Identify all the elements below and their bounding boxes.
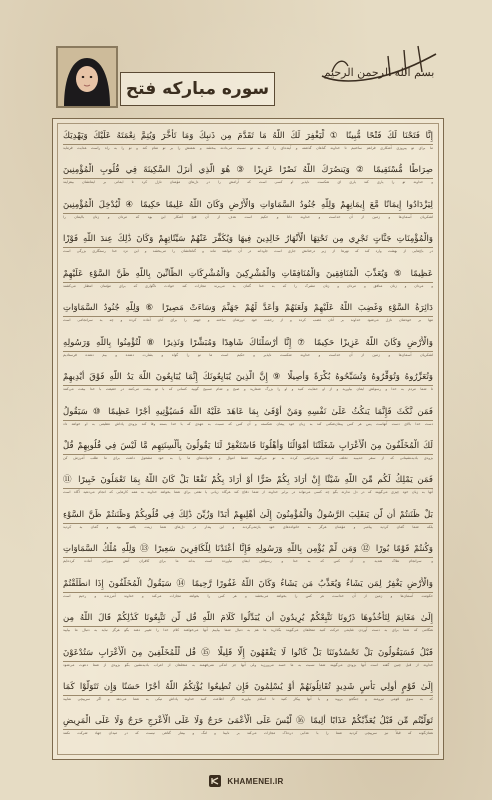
basmala-text: بسم الله الرحمن الرحيم xyxy=(323,66,435,79)
verse-arabic: إِلَىٰ مَغَانِمَ لِتَأْخُذُوهَا ذَرُونَا نَتَّبِعْكُمْ يُرِيدُونَ أَن يُبَدِّلُوا كَلَامَ اللَّهِ قُل لَّن تَتَّبِعُونَا كَذَٰلِكُمْ قَالَ اللَّهُ مِن xyxy=(63,611,433,627)
verse-arabic: إِنَّا فَتَحْنَا لَكَ فَتْحًا مُّبِينًا ① لِّيَغْفِرَ لَكَ اللَّهُ مَا تَقَدَّمَ مِن ذَنبِكَ وَمَا تَأَخَّرَ وَيُتِمَّ نِعْمَتَهُ عَلَيْكَ وَيَهْدِيَكَ xyxy=(63,129,433,145)
verse-row xyxy=(63,473,433,507)
verse-arabic: لَكَ الْمُخَلَّفُونَ مِنَ الْأَعْرَابِ شَغَلَتْنَا أَمْوَالُنَا وَأَهْلُونَا فَاسْتَغْفِرْ لَنَا يَقُولُونَ بِأَلْسِنَتِهِم مَّا لَيْسَ فِي قُلُوبِهِمْ قُلْ xyxy=(63,439,433,455)
verse-translation: خداوند از قبل چنین گفته است آنها بزودی می‌گویند شما نسبت به ما حسد می‌ورزید ولی آنها جز اندکی نمی‌فهمند به متخلفان از اعراب بادیه‌نشین بگو بزودی از شما دعوت می‌شود xyxy=(63,662,433,667)
verse-translation: لشکریان آسمان‌ها و زمین از آن خداست و خداوند دانا و حکیم است هدف از آن فتح آشکار این بود که مردان و زنان باایمان را xyxy=(63,214,433,219)
verse-row xyxy=(63,680,433,714)
verse-translation: بزودی بادیه‌نشینانی که از سفر حدیبیه تخلف کردند عذرتراشی کرده به تو می‌گویند حفظ اموال و خانواده‌های ما را به خود مشغول داشت برای ما طلب آمرزش کن xyxy=(63,455,433,460)
verses-list xyxy=(63,129,433,749)
verse-translation: و مردان و زنان منافق و مردان و زنان مشرک را که به خدا گمان بد می‌برند مجازات کند حوادث ناگواری که برای مؤمنان انتظار می‌کشند xyxy=(63,283,433,288)
verse-arabic: وَالْأَرْضِ وَكَانَ اللَّهُ عَزِيزًا حَكِيمًا ⑦ إِنَّا أَرْسَلْنَاكَ شَاهِدًا وَمُبَشِّرًا وَنَذِيرًا ⑧ لِّتُؤْمِنُوا بِاللَّهِ وَرَسُولِهِ xyxy=(63,336,433,352)
verse-row xyxy=(63,129,433,163)
verse-arabic: بَلْ ظَنَنتُمْ أَن لَّن يَنقَلِبَ الرَّسُولُ وَالْمُؤْمِنُونَ إِلَىٰ أَهْلِيهِمْ أَبَدًا وَزُيِّنَ ذَٰلِكَ فِي قُلُوبِكُمْ وَظَنَنتُمْ ظَنَّ السَّوْءِ xyxy=(63,508,433,524)
verse-row xyxy=(63,198,433,232)
verse-translation: و خداوند تو را یاری کند یاری ای شکست ناپذیر او کسی است که آرامش را در دل‌های مؤمنان نازل کرد تا ایمانی بر ایمانشان بیفزایند xyxy=(63,180,433,185)
khamenei-logo-icon xyxy=(208,774,222,788)
verse-arabic: إِلَىٰ قَوْمٍ أُولِي بَأْسٍ شَدِيدٍ تُقَاتِلُونَهُمْ أَوْ يُسْلِمُونَ فَإِن تُطِيعُوا يُؤْتِكُمُ اللَّهُ أَجْرًا حَسَنًا وَإِن تَتَوَلَّوْا كَمَا xyxy=(63,680,433,696)
verse-row xyxy=(63,714,433,748)
portrait-image xyxy=(56,46,118,108)
verse-translation: تا شما مردم به خدا و رسولش ایمان بیاورید و از او حمایت کنید و او را بزرگ شمارید و صبح و شام تسبیح گویید کسانی که با تو بیعت می‌کنند در حقیقت با خدا بیعت می‌کنند xyxy=(63,387,433,392)
verse-arabic: قَبْلُ فَسَيَقُولُونَ بَلْ تَحْسُدُونَنَا بَلْ كَانُوا لَا يَفْقَهُونَ إِلَّا قَلِيلًا ⑮ قُل لِّلْمُخَلَّفِينَ مِنَ الْأَعْرَابِ سَتُدْعَوْنَ xyxy=(63,646,433,662)
verse-translation: لشکریان آسمان‌ها و زمین از آن خداست و خداوند شکست ناپذیر و حکیم است ما تو را گواه و بشارت دهنده و بیم دهنده فرستادیم xyxy=(63,352,433,357)
verse-arabic: عَظِيمًا ⑤ وَيُعَذِّبَ الْمُنَافِقِينَ وَالْمُنَافِقَاتِ وَالْمُشْرِكِينَ وَالْمُشْرِكَاتِ الظَّانِّينَ بِاللَّهِ ظَنَّ السَّوْءِ عَلَيْهِمْ xyxy=(63,267,433,283)
verse-arabic: دَائِرَةُ السَّوْءِ وَغَضِبَ اللَّهُ عَلَيْهِمْ وَلَعَنَهُمْ وَأَعَدَّ لَهُمْ جَهَنَّمَ وَسَاءَتْ مَصِيرًا ⑥ وَلِلَّهِ جُنُودُ السَّمَاوَاتِ xyxy=(63,301,433,317)
site-url: KHAMENEI.IR xyxy=(227,776,284,786)
verse-arabic: فَمَن نَّكَثَ فَإِنَّمَا يَنكُثُ عَلَىٰ نَفْسِهِ وَمَنْ أَوْفَىٰ بِمَا عَاهَدَ عَلَيْهُ اللَّهَ فَسَيُؤْتِيهِ أَجْرًا عَظِيمًا ⑩ سَيَقُولُ xyxy=(63,405,433,421)
verse-arabic: وَتُعَزِّرُوهُ وَتُوَقِّرُوهُ وَتُسَبِّحُوهُ بُكْرَةً وَأَصِيلًا ⑨ إِنَّ الَّذِينَ يُبَايِعُونَكَ إِنَّمَا يُبَايِعُونَ اللَّهَ يَدُ اللَّهِ فَوْقَ أَيْدِيهِمْ xyxy=(63,370,433,386)
verse-translation: هنگامی که شما برای به دست آوردن غنایمی حرکت کنید متخلفان می‌گویند بگذارید ما هم به دنبال شما بیاییم آنها می‌خواهند کلام خدا را تغییر دهند بگو هرگز نباید به دنبال ما بیایید xyxy=(63,628,433,633)
verse-row xyxy=(63,267,433,301)
header xyxy=(0,0,492,118)
verse-translation: و سرانجام هلاک شدید و آن کس که به خدا و رسولش ایمان نیاورده است بداند ما برای کافران آتش سوزانی آماده کرده‌ایم xyxy=(63,559,433,564)
verse-translation: تنها بر خودشان نازل می‌شود خداوند بر آنان غضب کرده و از رحمت خود دورشان ساخته و جهنم را برای آنان آماده کرده و چه بد سرانجامی است xyxy=(63,318,433,323)
verse-translation: آنها به زبان خود چیزی می‌گویند که در دل ندارند بگو چه کسی می‌تواند در برابر خداوند از شما دفاع کند هرگاه زیانی یا نفعی برای شما بخواهد خداوند به همه کارهایی که انجام می‌دهید آگاه است xyxy=(63,490,433,495)
verse-arabic: وَالْأَرْضِ يَغْفِرُ لِمَن يَشَاءُ وَيُعَذِّبُ مَن يَشَاءُ وَكَانَ اللَّهُ غَفُورًا رَّحِيمًا ⑭ سَيَقُولُ الْمُخَلَّفُونَ إِذَا انطَلَقْتُمْ xyxy=(63,577,433,593)
verse-row xyxy=(63,336,433,370)
verse-arabic: صِرَاطًا مُّسْتَقِيمًا ② وَيَنصُرَكَ اللَّهُ نَصْرًا عَزِيزًا ③ هُوَ الَّذِي أَنزَلَ السَّكِينَةَ فِي قُلُوبِ الْمُؤْمِنِينَ xyxy=(63,163,433,179)
verse-row xyxy=(63,232,433,266)
verse-row xyxy=(63,646,433,680)
verse-row xyxy=(63,163,433,197)
verse-row xyxy=(63,508,433,542)
surah-title: سوره مبارکه فتح xyxy=(120,72,275,106)
verse-translation: در باغ‌هایی از بهشت وارد کند که نهرها از زیر درختانش جاری است جاودانه در آن خواهند ماند و گناهانشان را می‌بخشد و این نزد خدا رستگاری بزرگی است xyxy=(63,249,433,254)
verse-translation: ما برای تو پیروزی آشکاری فراهم ساختیم تا خداوند گناهان گذشته و آینده‌ای را که به تو نسبت می‌دادند ببخشد و نعمتش را بر تو تمام کند و تو را به راه راست هدایت فرماید xyxy=(63,146,433,150)
verse-row xyxy=(63,370,433,404)
verse-translation: حکومت آسمان‌ها و زمین از آن خداست هر کس را بخواهد می‌بخشد و هر کس را بخواهد مجازات می‌کند و خداوند آمرزنده و رحیم است xyxy=(63,593,433,598)
verse-arabic: وَالْمُؤْمِنَاتِ جَنَّاتٍ تَجْرِي مِن تَحْتِهَا الْأَنْهَارُ خَالِدِينَ فِيهَا وَيُكَفِّرَ عَنْهُمْ سَيِّئَاتِهِمْ وَكَانَ ذَٰلِكَ عِندَ اللَّهِ فَوْزًا xyxy=(63,232,433,248)
verse-arabic: فَمَن يَمْلِكُ لَكُم مِّنَ اللَّهِ شَيْئًا إِنْ أَرَادَ بِكُمْ ضَرًّا أَوْ أَرَادَ بِكُمْ نَفْعًا بَلْ كَانَ اللَّهُ بِمَا تَعْمَلُونَ خَبِيرًا ⑪ xyxy=(63,473,433,489)
verse-translation: همان‌گونه که قبلاً نیز سرپیچی کردید شما را با عذابی دردناک مجازات می‌کند بر نابینا و لنگ و بیمار گناهی نیست که در میدان جهاد شرکت نکنند xyxy=(63,731,433,736)
verse-row xyxy=(63,405,433,439)
verses-frame xyxy=(52,118,444,760)
verse-row xyxy=(63,577,433,611)
footer xyxy=(0,762,492,800)
verse-row xyxy=(63,611,433,645)
verse-row xyxy=(63,301,433,335)
verse-translation: بلکه شما گمان کردید پیامبر و مؤمنان هرگز به خانواده‌های خود بازنمی‌گردند و این پندار در دل‌های شما زینت یافته بود و گمان بد کردید xyxy=(63,524,433,529)
basmala-calligraphy xyxy=(318,36,440,98)
verse-arabic: وَكُنتُمْ قَوْمًا بُورًا ⑫ وَمَن لَّمْ يُؤْمِن بِاللَّهِ وَرَسُولِهِ فَإِنَّا أَعْتَدْنَا لِلْكَافِرِينَ سَعِيرًا ⑬ وَلِلَّهِ مُلْكُ السَّمَاوَاتِ xyxy=(63,542,433,558)
verse-translation: که به سوی قومی نیرومند و جنگجو بروید و با آنها پیکار کنید تا اسلام بیاورند اگر اطاعت کنید خداوند پاداش نیکی به شما می‌دهد و اگر سرپیچی نمایید xyxy=(63,697,433,701)
verse-row xyxy=(63,439,433,473)
verse-arabic: تَوَلَّيْتُم مِّن قَبْلُ يُعَذِّبْكُمْ عَذَابًا أَلِيمًا ⑯ لَّيْسَ عَلَى الْأَعْمَىٰ حَرَجٌ وَلَا عَلَى الْأَعْرَجِ حَرَجٌ وَلَا عَلَى الْمَرِيضِ xyxy=(63,714,433,730)
verse-row xyxy=(63,542,433,576)
verse-translation: دست خدا بالای دست آنهاست پس هر کس پیمان‌شکنی کند به زیان خود پیمان شکسته و آن کس که نسبت به عهدی که با خدا بسته وفا کند بزودی پاداش عظیمی به او خواهد داد xyxy=(63,421,433,426)
verse-arabic: لِيَزْدَادُوا إِيمَانًا مَّعَ إِيمَانِهِمْ وَلِلَّهِ جُنُودُ السَّمَاوَاتِ وَالْأَرْضِ وَكَانَ اللَّهُ عَلِيمًا حَكِيمًا ④ لِّيُدْخِلَ الْمُؤْمِنِينَ xyxy=(63,198,433,214)
